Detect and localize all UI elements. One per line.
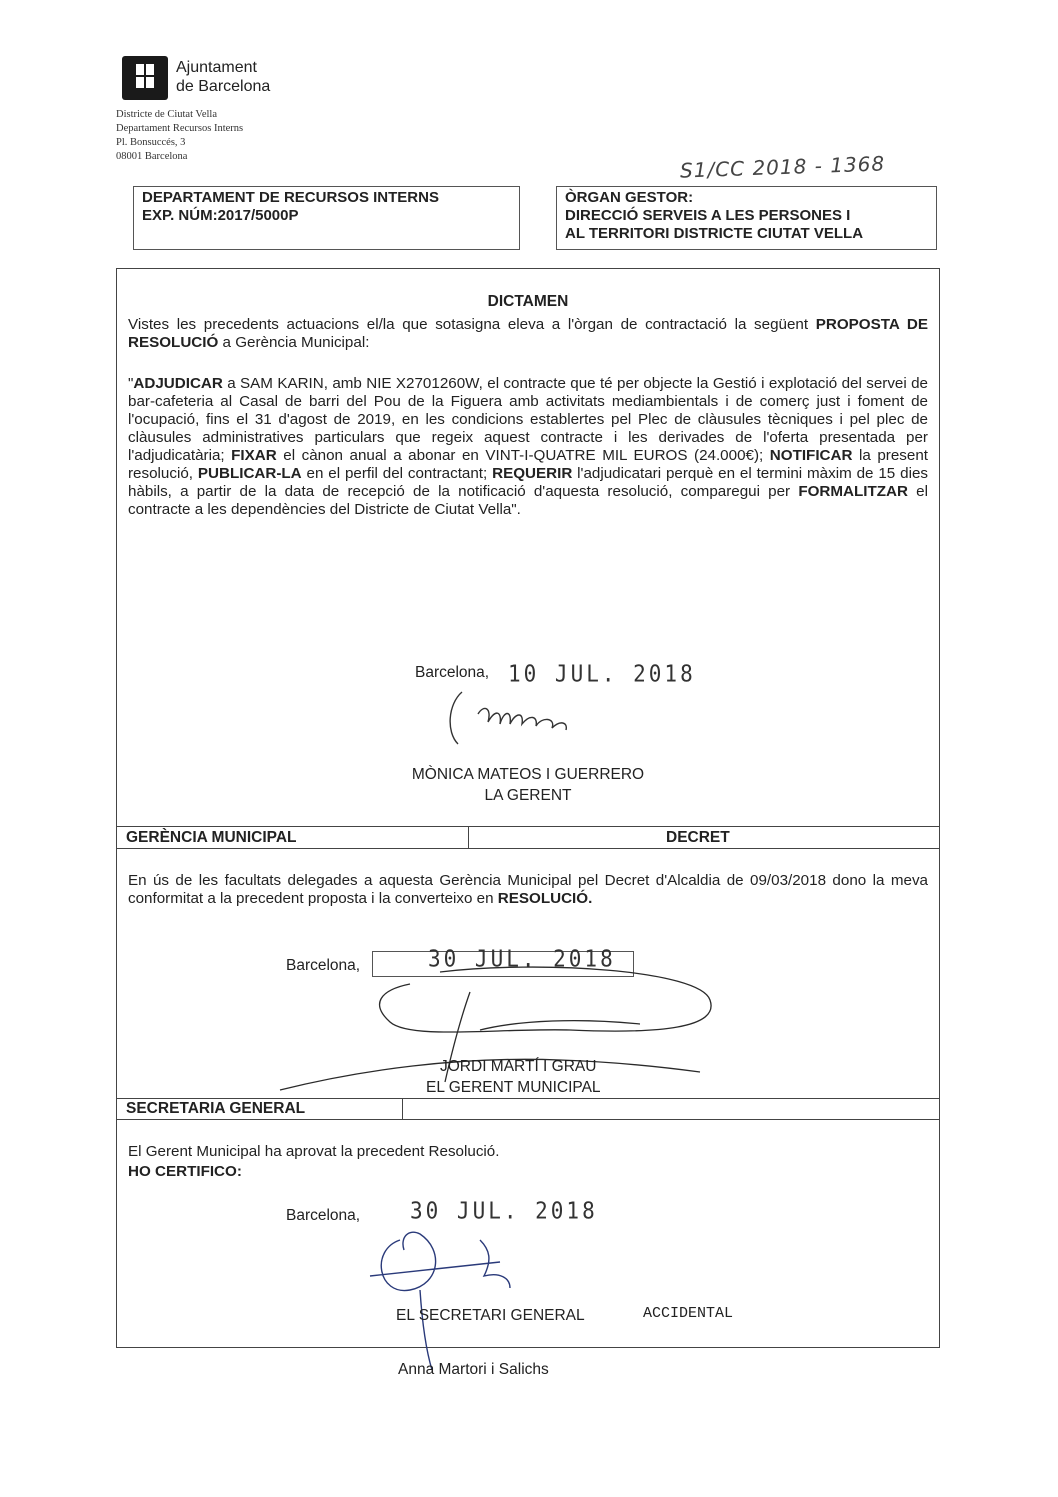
date-stamp: 30 JUL. 2018 [410,1197,598,1225]
keyword-adjudicar: ADJUDICAR [133,375,223,392]
keyword-formalitzar: FORMALITZAR [798,483,908,500]
dictamen-intro [128,316,928,352]
gerencia-label: GERÈNCIA MUNICIPAL [126,829,297,846]
gerencia-role: EL GERENT MUNICIPAL [426,1079,601,1096]
intro-text: Vistes les precedents actuacions el/la que sotasigna eleva a l'òrgan de contractació la següent [128,316,809,333]
body-text: l'adjudicatari perquè en el termini màxim de 15 dies hàbils, a partir de la data de recepció de la notificació d'aquesta resolució, comparegui per [128,465,928,500]
department-box [133,186,520,250]
expedient-number: EXP. NÚM:2017/5000P [142,207,299,224]
divider [402,1098,403,1119]
barcelona-logo [122,56,168,100]
body-text: el contracte a les dependències del Districte de Ciutat Vella". [128,483,928,518]
address-line: Pl. Bonsuccés, 3 [116,137,186,148]
organ-gestor-box [556,186,937,250]
certifico-label: HO CERTIFICO: [128,1163,242,1180]
dictamen-signer: MÒNICA MATEOS I GUERRERO [411,766,645,783]
dictamen-body [128,375,928,519]
quote-open: " [128,375,134,392]
gerencia-place: Barcelona, [286,957,361,974]
organ-gestor-line: AL TERRITORI DISTRICTE CIUTAT VELLA [565,225,864,242]
secretaria-signer: Anna Martori i Salichs [398,1361,549,1378]
divider [468,826,469,848]
keyword-publicar: PUBLICAR-LA [197,465,302,482]
intro-end: a Gerència Municipal: [222,334,370,351]
secretaria-text: El Gerent Municipal ha aprovat la precedent Resolució. [128,1143,500,1160]
organ-gestor-label: ÒRGAN GESTOR: [565,189,694,206]
decret-label: DECRET [666,829,730,846]
divider [116,826,940,827]
body-text: a SAM KARIN, amb NIE X2701260W, el contracte que té per objecte la Gestió i explotació del servei de bar-cafeteria al Casal de barri del Pou de la Figuera amb activitats mediambientals i de comerç just i foment de l'ocupació, fins el 31 d'agost de 2019, en les condicions establertes pel Plec de clàusules tècniques i pel plec de clàusules administratives particulars que regeix aquest contracte i les derivades de l'oferta presentada per l'adjudicatària; [128,375,928,464]
address-line: Departament Recursos Interns [116,123,244,134]
gerencia-text-bold: RESOLUCIÓ. [497,890,593,907]
divider [116,1119,940,1120]
accidental-stamp: ACCIDENTAL [643,1305,734,1322]
keyword-notificar: NOTIFICAR [769,447,853,464]
secretaria-role: EL SECRETARI GENERAL [396,1307,585,1324]
signature-mateos [440,684,590,754]
date-stamp: 30 JUL. 2018 [428,945,616,973]
department-name: DEPARTAMENT DE RECURSOS INTERNS [142,189,439,206]
logo-line1: Ajuntament [176,59,257,76]
address-line: Districte de Ciutat Vella [116,109,217,120]
handwritten-reference: S1/CC 2018 - 1368 [679,151,886,183]
dictamen-role: LA GERENT [484,787,572,804]
gerencia-signer: JORDI MARTÍ I GRAU [440,1058,597,1075]
gerencia-text [128,872,928,908]
organ-gestor-line: DIRECCIÓ SERVEIS A LES PERSONES I [565,207,851,224]
body-text: el cànon anual a abonar en VINT-I-QUATRE MIL EUROS (24.000€); [276,447,770,464]
gerencia-text-main: En ús de les facultats delegades a aquesta Gerència Municipal pel Decret d'Alcaldia de 09/03/2018 dono la meva conformitat a la precedent proposta i la converteixo en [128,872,928,907]
keyword-requerir: REQUERIR [492,465,573,482]
divider [116,848,940,849]
dictamen-place: Barcelona, [415,664,490,681]
logo-text [176,58,270,96]
date-stamp: 10 JUL. 2018 [508,660,696,688]
keyword-fixar: FIXAR [231,447,277,464]
address-block [116,108,243,164]
body-text: en el perfil del contractant; [301,465,493,482]
secretaria-place: Barcelona, [286,1207,361,1224]
logo-line2: de Barcelona [176,78,271,95]
body-text: la present resolució, [128,447,929,482]
divider [116,1098,940,1099]
dictamen-title: DICTAMEN [487,293,569,310]
signature-martori [360,1220,560,1380]
secretaria-label: SECRETARIA GENERAL [126,1100,306,1117]
address-line: 08001 Barcelona [116,151,188,162]
intro-bold: PROPOSTA DE RESOLUCIÓ [128,316,928,351]
